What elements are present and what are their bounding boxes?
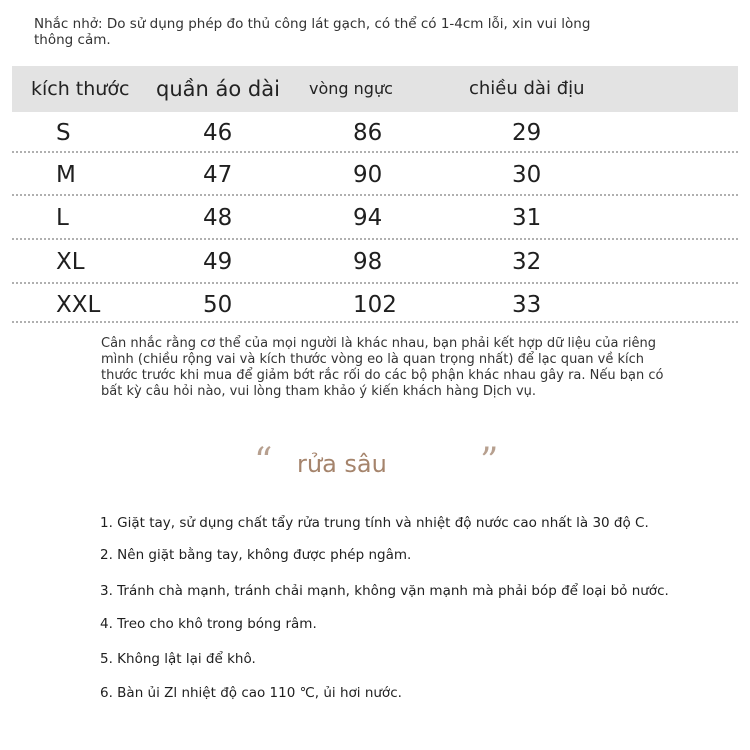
header-chest: vòng ngực (309, 79, 393, 98)
list-item: 3. Tránh chà mạnh, tránh chải mạnh, không vặn mạnh mà phải bóp để loại bỏ nước. (100, 583, 669, 599)
cell-length: 50 (203, 292, 233, 318)
table-row (12, 154, 738, 196)
list-item: 1. Giặt tay, sử dụng chất tẩy rửa trung tính và nhiệt độ nước cao nhất là 30 độ C. (100, 515, 649, 531)
cell-length: 49 (203, 249, 233, 275)
fit-advice-note: Cân nhắc rằng cơ thể của mọi người là khác nhau, bạn phải kết hợp dữ liệu của riêng mình (chiều rộng vai và kích thước vòng eo là quan trọng nhất) để lạc quan về kích thước trước khi mua để giảm bớt rắc rối do các bộ phận khác nhau gây ra. Nếu bạn có bất kỳ câu hỏi nào, vui lòng tham khảo ý kiến khách hàng Dịch vụ. (101, 336, 664, 399)
list-item: 4. Treo cho khô trong bóng râm. (100, 616, 317, 632)
cell-size: M (56, 162, 76, 188)
cell-length: 48 (203, 205, 233, 231)
list-item: 2. Nên giặt bằng tay, không được phép ngâm. (100, 547, 412, 563)
cell-chest: 90 (353, 162, 383, 188)
wash-section-heading (0, 440, 750, 484)
cell-strap-length: 29 (512, 120, 542, 146)
list-item: 6. Bàn ủi Zl nhiệt độ cao 110 ℃, ủi hơi nước. (100, 685, 402, 701)
cell-size: XXL (56, 292, 101, 318)
size-table-header (12, 66, 738, 112)
row-divider (12, 194, 738, 196)
table-row (12, 241, 738, 283)
cell-strap-length: 31 (512, 205, 542, 231)
measurement-notice: Nhắc nhở: Do sử dụng phép đo thủ công lát gạch, có thể có 1-4cm lỗi, xin vui lòng thông cảm. (34, 16, 591, 48)
wash-section-title: rửa sâu (297, 450, 387, 478)
close-quote-mark: ” (480, 441, 499, 482)
cell-length: 47 (203, 162, 233, 188)
cell-length: 46 (203, 120, 233, 146)
row-divider (12, 238, 738, 240)
open-quote-mark: “ (254, 441, 273, 482)
cell-chest: 94 (353, 205, 383, 231)
cell-strap-length: 32 (512, 249, 542, 275)
table-row (12, 197, 738, 239)
header-size: kích thước (31, 78, 130, 100)
cell-chest: 98 (353, 249, 383, 275)
list-item: 5. Không lật lại để khô. (100, 651, 256, 667)
cell-strap-length: 33 (512, 292, 542, 318)
cell-chest: 102 (353, 292, 397, 318)
header-length: quần áo dài (156, 77, 280, 101)
header-strap-length: chiều dài địu (469, 78, 585, 99)
cell-chest: 86 (353, 120, 383, 146)
table-row (12, 112, 738, 154)
row-divider (12, 321, 738, 323)
cell-size: XL (56, 249, 85, 275)
cell-size: L (56, 205, 69, 231)
table-row (12, 284, 738, 326)
cell-size: S (56, 120, 71, 146)
row-divider (12, 151, 738, 153)
cell-strap-length: 30 (512, 162, 542, 188)
